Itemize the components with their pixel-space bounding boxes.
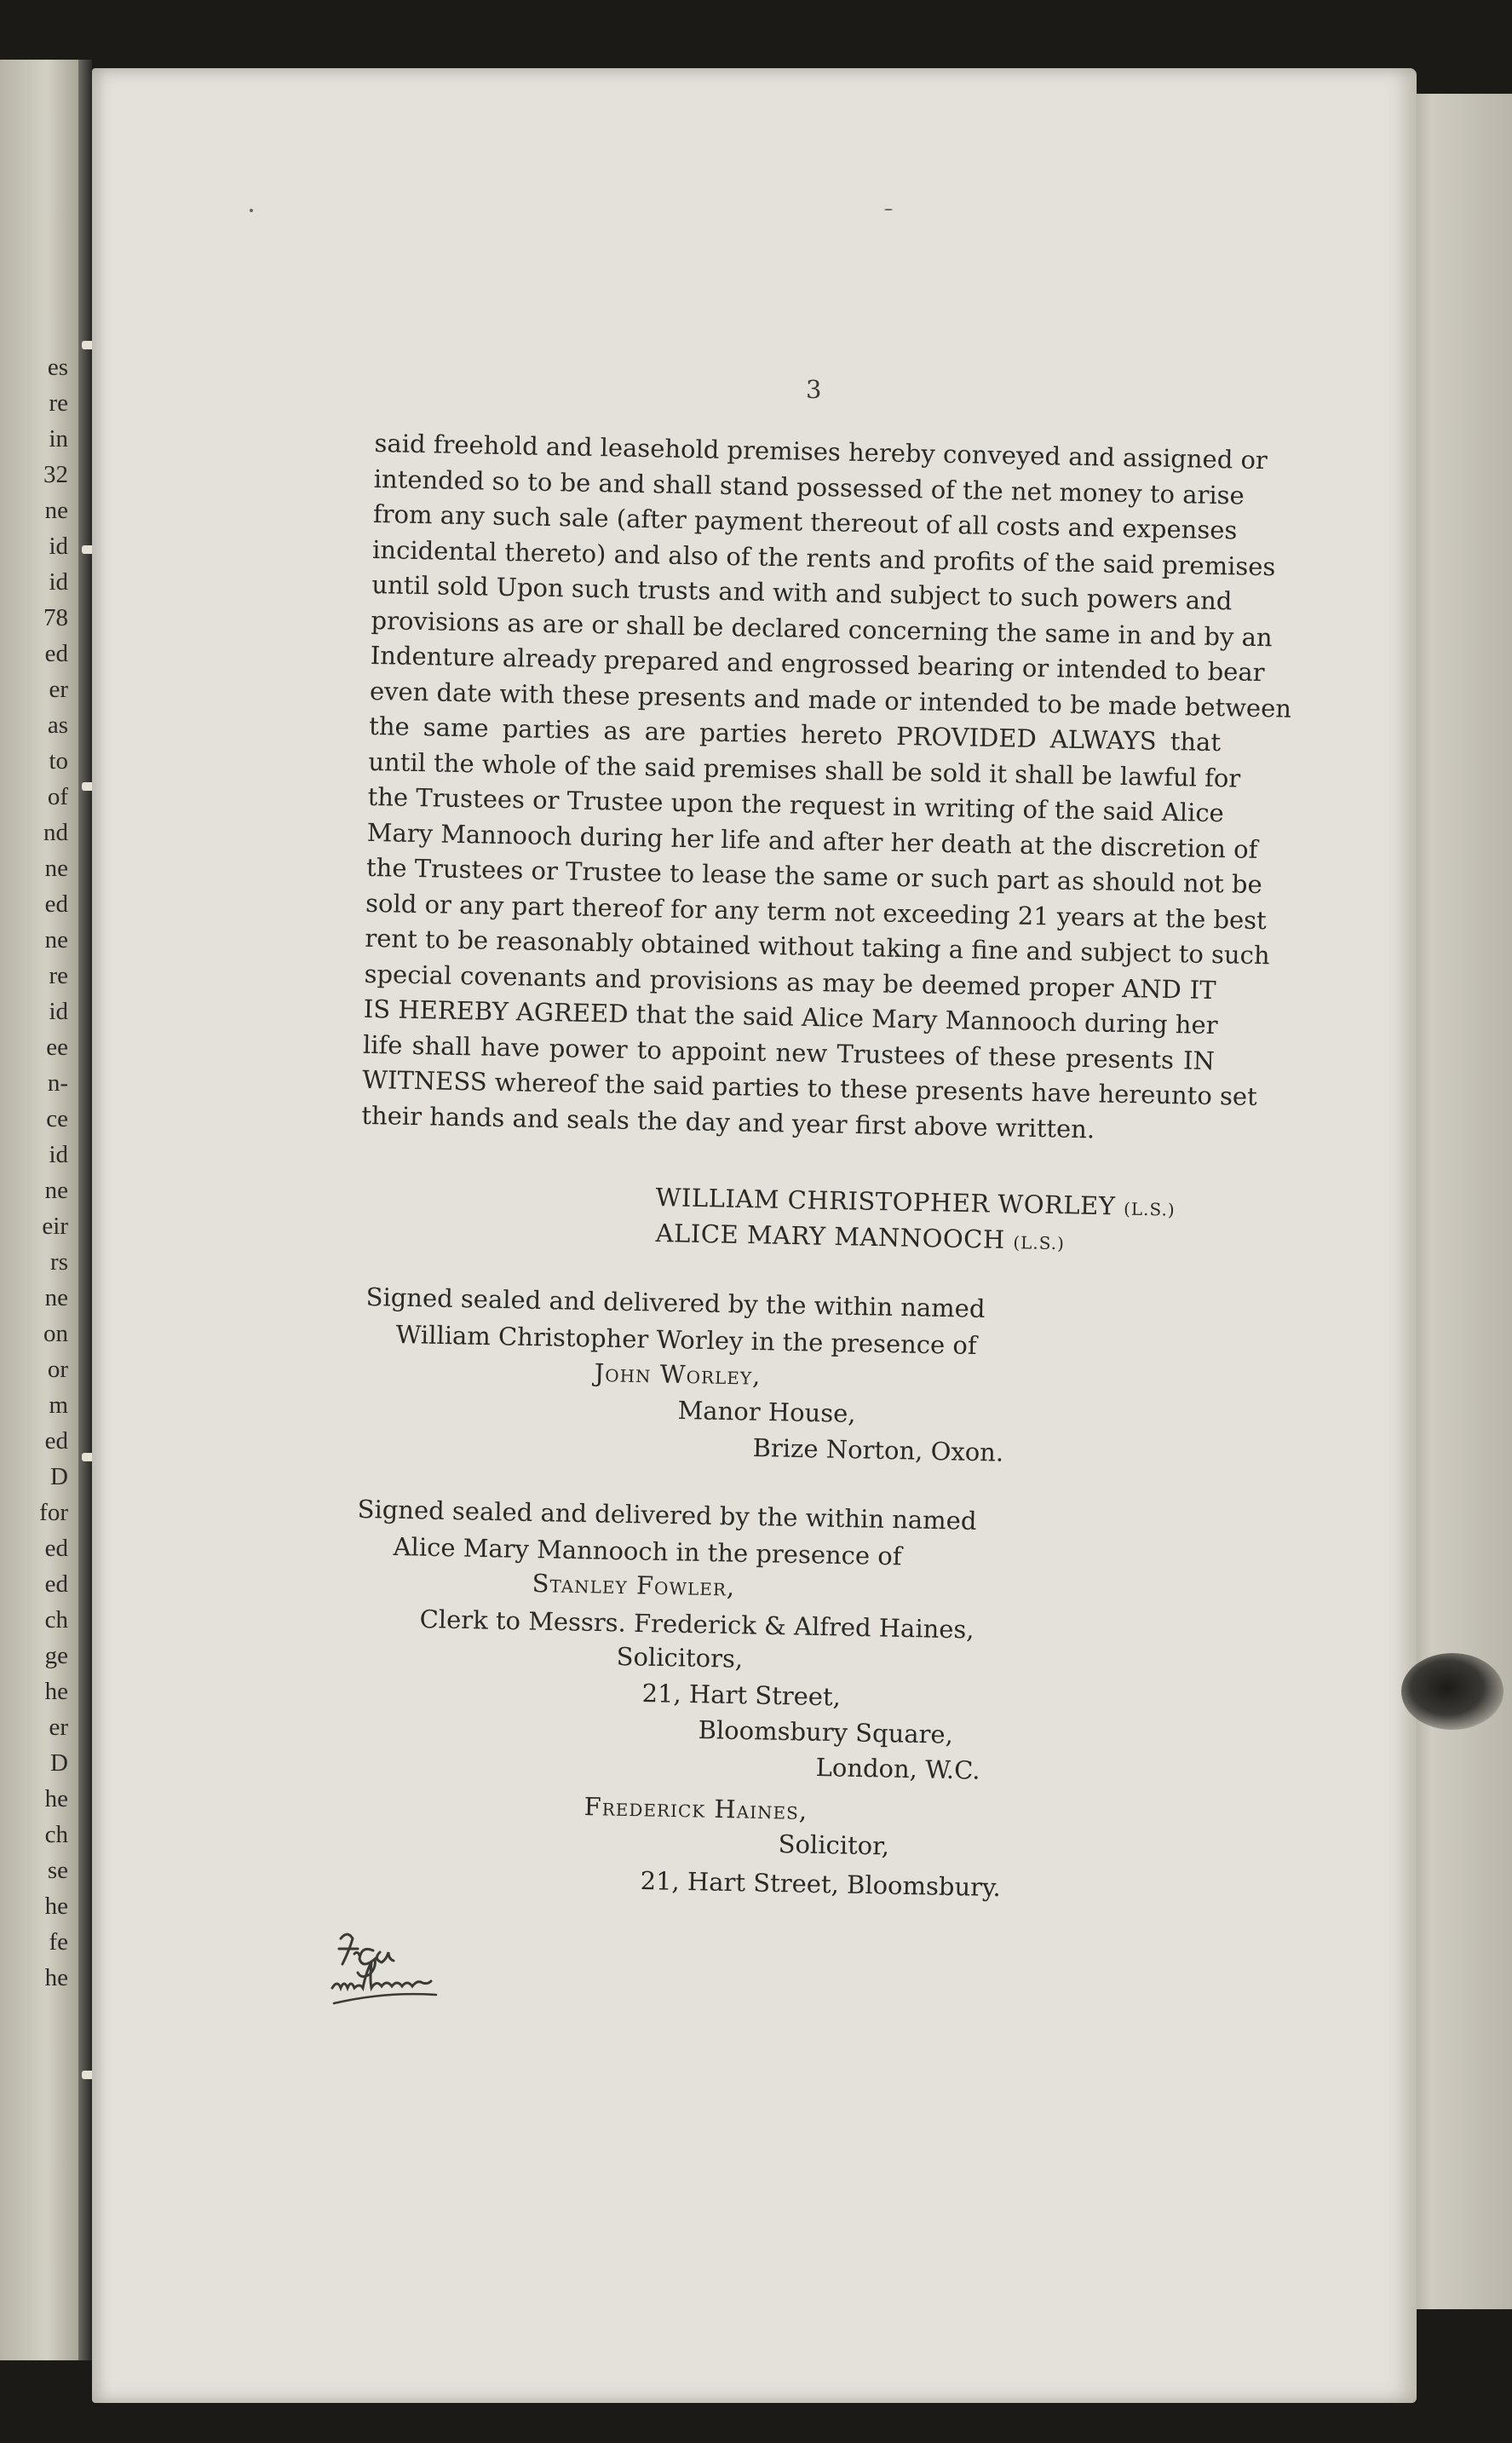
body-paragraph: [361, 426, 1292, 1149]
left-page-fragment: 78: [43, 604, 68, 631]
left-page-fragment: es: [47, 354, 68, 381]
left-page-fragment: re: [49, 389, 68, 417]
body-line: until the whole of the said premises shall be sold it shall be lawful for: [368, 746, 1241, 793]
handwritten-note: [324, 1922, 486, 2027]
witness-role: Clerk to Messrs. Frederick & Alfred Haines,: [419, 1605, 974, 1645]
left-page-fragment: ed: [44, 1535, 68, 1562]
body-line: intended so to be and shall stand possessed of the net money to arise: [373, 464, 1245, 510]
left-page-fragment: ch: [44, 1821, 68, 1848]
body-line: incidental thereto) and also of the rents and profits of the said premises: [371, 534, 1276, 581]
left-page-fragment: id: [49, 1141, 68, 1168]
left-page-fragment: n-: [47, 1069, 68, 1097]
witness-address: 21, Hart Street,: [641, 1679, 842, 1712]
left-page-fragment: ne: [44, 926, 68, 954]
left-page-fragment: ne: [44, 497, 68, 524]
left-page-fragment: fe: [49, 1928, 68, 1956]
left-page-fragment: D: [50, 1749, 68, 1777]
left-page-fragment: nd: [43, 819, 68, 846]
left-page-fragment: ce: [46, 1105, 68, 1132]
witness-address: Bloomsbury Square,: [698, 1715, 954, 1749]
witness-address: Brize Norton, Oxon.: [752, 1433, 1004, 1467]
body-line: sold or any part thereof for any term not exceeding 21 years at the best: [365, 888, 1268, 935]
left-page-fragment: ee: [46, 1034, 68, 1061]
paper-speck: [250, 209, 253, 212]
left-page-fragment: or: [47, 1356, 68, 1383]
witness-address: London, W.C.: [815, 1753, 980, 1785]
left-page-fragment: ed: [44, 640, 68, 667]
left-page-fragment: ed: [44, 1570, 68, 1598]
left-page-fragment: eir: [42, 1213, 68, 1240]
left-page-fragment: re: [49, 962, 68, 989]
left-page-fragment: rs: [50, 1248, 68, 1276]
left-page-fragment: ge: [44, 1642, 68, 1669]
body-line: WITNESS whereof the said parties to these presents have hereunto set: [361, 1064, 1258, 1112]
witness-role: Solicitor,: [778, 1829, 890, 1861]
page-number: 3: [806, 375, 822, 404]
left-page-fragment: to: [49, 747, 68, 775]
body-line: special covenants and provisions as may be deemed proper AND IT: [364, 959, 1216, 1005]
left-page-edge: [0, 60, 78, 2360]
left-page-fragment: ed: [44, 890, 68, 918]
seal-mark: (L.S.): [1123, 1198, 1176, 1220]
left-page-fragment: er: [49, 676, 68, 703]
signatory-name: WILLIAM CHRISTOPHER WORLEY: [655, 1183, 1116, 1221]
left-page-fragment: he: [44, 1678, 68, 1705]
left-page-fragment: for: [39, 1499, 68, 1526]
ink-stain: [1401, 1653, 1503, 1730]
left-page-fragment: id: [49, 568, 68, 596]
body-line: rent to be reasonably obtained without taking a fine and subject to such: [365, 923, 1270, 971]
body-line: the Trustees or Trustee upon the request in writing of the said Alice: [367, 781, 1225, 828]
body-line: IS HEREBY AGREED that the said Alice Mary Mannooch during her: [363, 994, 1218, 1040]
body-line: Indenture already prepared and engrossed bearing or intended to bear: [370, 640, 1265, 688]
paper-speck: [884, 209, 893, 210]
left-page-fragment: 32: [43, 461, 68, 488]
attestation-line: William Christopher Worley in the presence of: [395, 1320, 977, 1361]
signatory-name: ALICE MARY MANNOOCH: [655, 1219, 1006, 1254]
binding-gutter: [78, 60, 92, 2360]
left-page-fragment: he: [44, 1964, 68, 1991]
left-page-fragment: id: [49, 533, 68, 560]
witness-name: Frederick Haines,: [584, 1792, 808, 1826]
body-line: Mary Mannooch during her life and after her death at the discretion of: [366, 817, 1258, 864]
handwritten-note-drawing: [324, 1922, 486, 2024]
body-line: the Trustees or Trustee to lease the same or such part as should not be: [365, 852, 1263, 900]
body-line: from any such sale (after payment thereout of all costs and expenses: [372, 498, 1238, 545]
body-line: until sold Upon such trusts and with and subject to such powers and: [371, 569, 1233, 616]
left-page-fragment: on: [43, 1320, 68, 1347]
left-page-fragment: ne: [44, 1284, 68, 1311]
left-page-fragment: ne: [44, 1177, 68, 1204]
witness-address: 21, Hart Street, Bloomsbury.: [640, 1866, 1002, 1903]
left-page-fragment: of: [47, 783, 68, 810]
attestation-line: Signed sealed and delivered by the within named: [365, 1282, 986, 1323]
body-line: the same parties as are parties hereto PROVIDED ALWAYS that: [368, 711, 1222, 758]
witness-address: Manor House,: [677, 1396, 856, 1429]
left-page-fragment: as: [47, 712, 68, 739]
left-page-fragment: er: [49, 1714, 68, 1741]
left-page-fragment: D: [50, 1463, 68, 1490]
witness-name: John Worley,: [594, 1358, 762, 1391]
left-page-fragment: he: [44, 1893, 68, 1920]
left-page-fragment: he: [44, 1785, 68, 1812]
witness-name: Stanley Fowler,: [532, 1569, 736, 1602]
body-line: even date with these presents and made or intended to be made between: [369, 676, 1292, 723]
body-line: life shall have power to appoint new Trustees of these presents IN: [362, 1029, 1216, 1075]
left-page-fragment: ed: [44, 1427, 68, 1455]
left-page-fragment: in: [49, 425, 68, 452]
left-page-fragment: m: [49, 1391, 68, 1419]
left-page-fragment: id: [49, 998, 68, 1025]
body-line: said freehold and leasehold premises hereby conveyed and assigned or: [374, 428, 1268, 475]
attestation-line: Signed sealed and delivered by the within named: [357, 1495, 977, 1536]
left-page-fragment: ch: [44, 1606, 68, 1633]
attestation-line: Alice Mary Mannooch in the presence of: [393, 1532, 902, 1571]
body-line: provisions as are or shall be declared concerning the same in and by an: [371, 605, 1273, 652]
seal-mark: (L.S.): [1013, 1232, 1066, 1254]
body-line: their hands and seals the day and year first above written.: [361, 1100, 1095, 1144]
left-page-fragment: ne: [44, 855, 68, 882]
witness-role: Solicitors,: [616, 1642, 744, 1674]
left-page-fragment: se: [47, 1857, 68, 1884]
